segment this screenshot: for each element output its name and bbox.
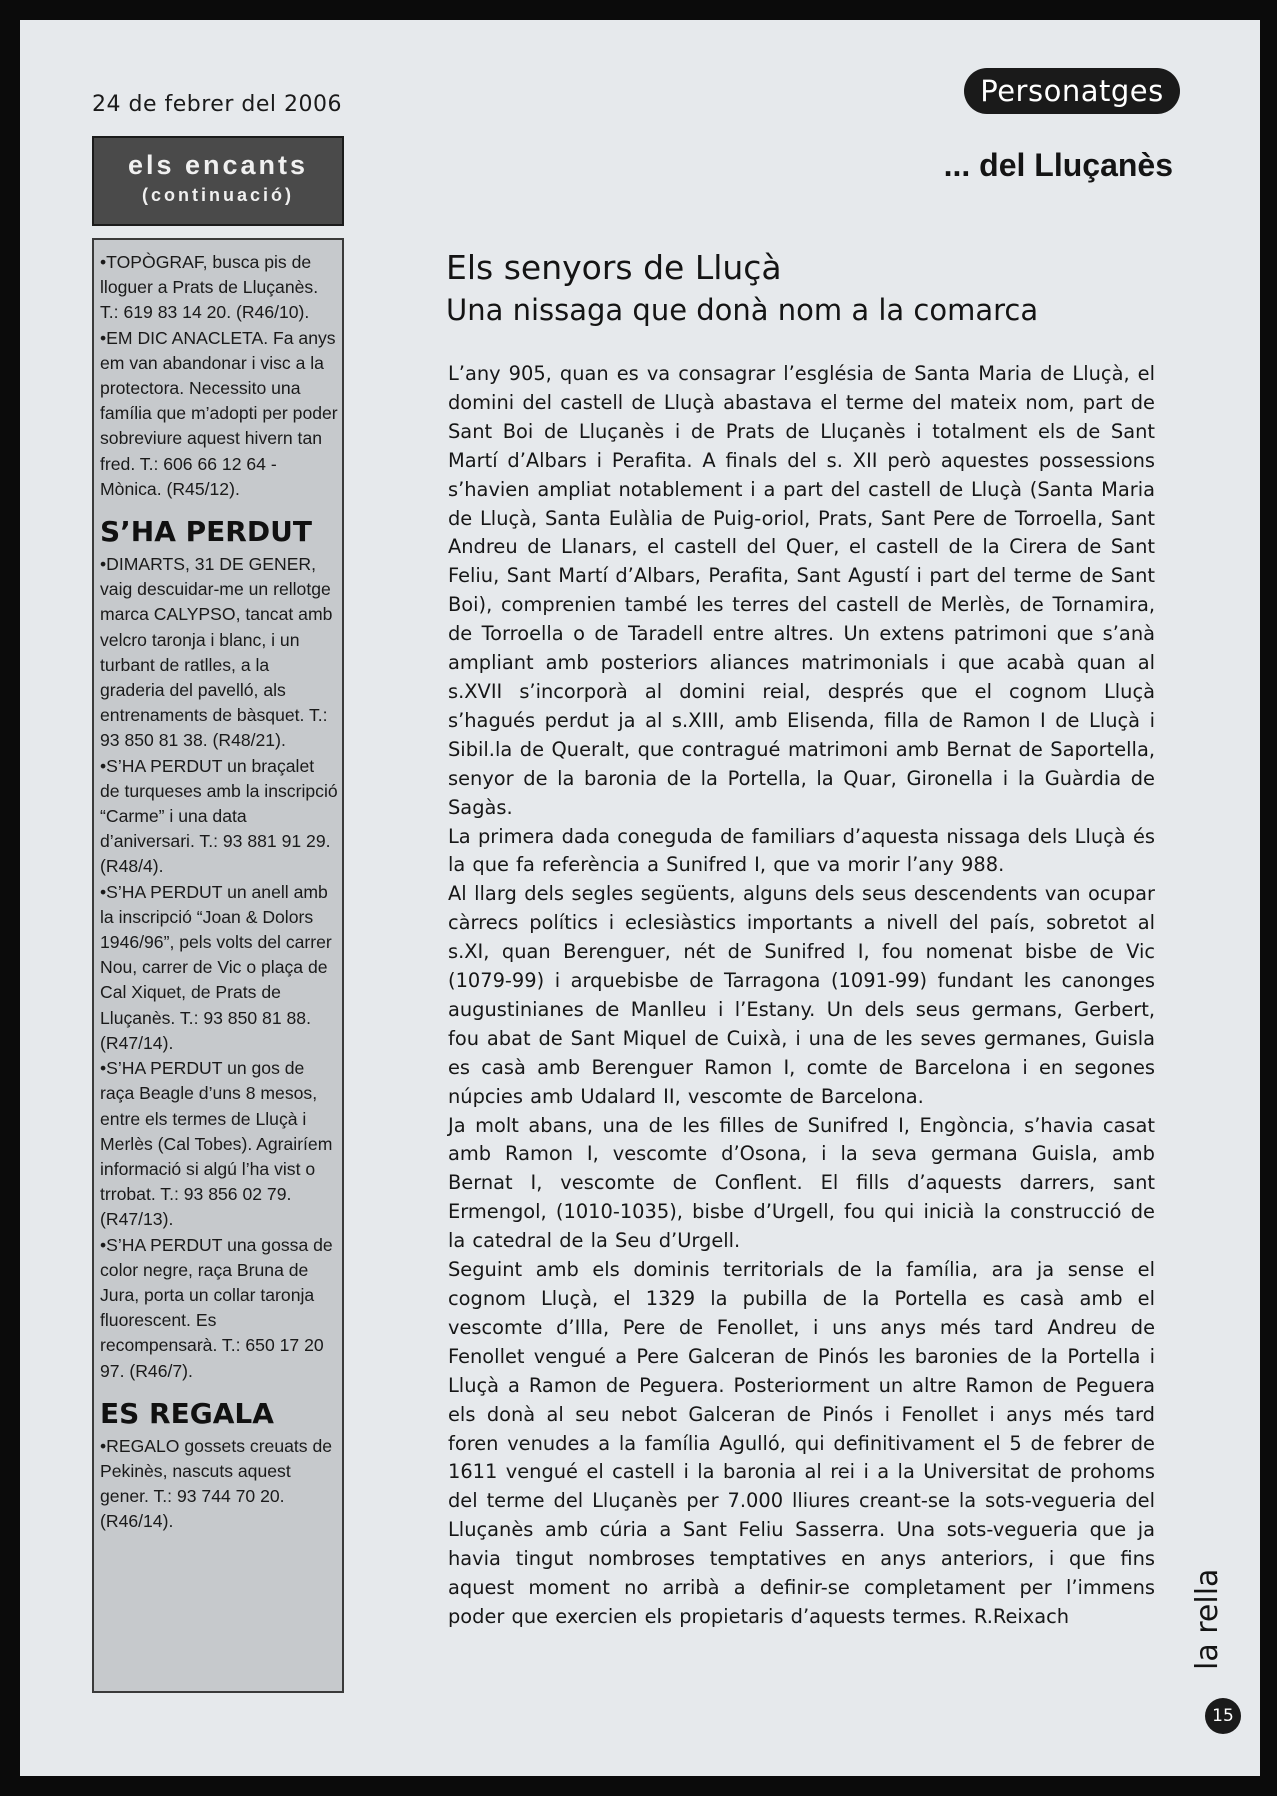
article-paragraph: L’any 905, quan es va consagrar l’església de Santa Maria de Lluçà, el domini del castell de Lluçà abastava el terme del mateix nom, part de Sant Boi de Lluçanès i de Prats de Lluçanès i totalment els de Sant Martí d’Albars i Perafita. A finals del s. XII però aquestes possessions s’havien ampliat notablement i a part del castell de Lluçà (Santa Maria de Lluçà, Santa Eulàlia de Puig-oriol, Prats, Sant Pere de Torroella, Sant Andreu de Llanars, el castell del Quer, el castell de la Cirera de Sant Feliu, Sant Martí d’Albars, Perafita, Sant Agustí i part del terme de Sant Boi), comprenien també les terres del castell de Merlès, de Tornamira, de Torroella o de Taradell entre altres. Un extens patrimoni que s’anà ampliant amb posteriors aliances matrimonials i que acabà quan al s.XVII s’incorporà al domini reial, després que el cognom Lluçà s’hagués perdut ja al s.XIII, amb Elisenda, filla de Ramon I de Lluçà i Sibil.la de Queralt, que contragué matrimoni amb Bernat de Saportella, senyor de la baronia de la Portella, la Quar, Gironella i la Guàrdia de Sagàs. [448,362,1155,819]
article-paragraph: Seguint amb els dominis territorials de la família, ara ja sense el cognom Lluçà, el 1329 la pubilla de la Portella es casà amb el vescomte d’Illa, Pere de Fenollet, i uns anys més tard Andreu de Fenollet vengué a Pere Galceran de Pinós les baronies de la Portella i Lluçà a Ramon de Peguera. Posteriorment un altre Ramon de Peguera els donà al seu nebot Galceran de Pinós i Fenollet i anys més tard foren venudes a la família Agulló, qui definitivament el 5 de febrer de 1611 vengué el castell i la baronia al rei i a la Universitat de prohoms del terme del Lluçanès per 7.000 lliures creant-se la sots-vegueria del Lluçanès amb cúria a Sant Feliu Sasserra. Una sots-vegueria que ja havia tingut nombroses temptatives en anys anteriors, i que fins aquest moment no arribà a definir-se completament per l’immens poder que exercien els propietaris d’aquests termes. R.Reixach [448,1258,1155,1628]
classifieds-title: els encants [127,150,309,180]
gift-ad: •REGALO gossets creuats de Pekinès, nascuts aquest gener. T.: 93 744 70 20. (R46/14). [100,1435,333,1532]
lost-heading: S’HA PERDUT [100,515,312,549]
classifieds-header [92,136,344,226]
classified-ad: •TOPÒGRAF, busca pis de lloguer a Prats de Lluçanès. T.: 619 83 14 20. (R46/10). [100,252,319,323]
article-paragraph: Al llarg dels segles següents, alguns dels seus descendents van ocupar càrrecs polítics i eclesiàstics importants a nivell del país, sobretot al s.XI, quan Berenguer, nét de Sunifred I, fou nomenat bisbe de Vic (1079-99) i arquebisbe de Tarragona (1091-99) fundant les canonges augustinianes de Manlleu i l’Estany. Un dels seus germans, Gerbert, fou abat de Sant Miquel de Cuixà, i una de les seves germanes, Guisla es casà amb Berenguer Ramon I, comte de Barcelona i en segones núpcies amb Udalard II, vescomte de Barcelona. [448,882,1155,1108]
article-subtitle: Una nissaga que donà nom a la comarca [446,293,1039,327]
lost-ad: •S’HA PERDUT un gos de raça Beagle d’uns 8 mesos, entre els termes de Lluçà i Merlès (Cal Tobes). Agrairíem informació si algú l’ha vist o trrobat. T.: 93 856 02 79. (R47/13). [100,1058,333,1230]
article-body [448,360,1155,1632]
issue-date: 24 de febrer del 2006 [92,92,342,117]
lost-ad: •S’HA PERDUT un anell amb la inscripció “Joan & Dolors 1946/96”, pels volts del carrer Nou, carrer de Vic o plaça de Cal Xiquet, de Prats de Lluçanès. T.: 93 850 81 88. (R47/14). [100,881,332,1053]
section-label: Personatges [964,68,1180,114]
lost-ad: •S’HA PERDUT un braçalet de turqueses amb la inscripció “Carme” i una data d’aniversari. T.: 93 881 91 29. (R48/4). [100,755,338,877]
lost-ad: •DIMARTS, 31 DE GENER, vaig descuidar-me un rellotge marca CALYPSO, tancat amb velcro taronja i blanc, i un turbant de ratlles, a la graderia del pavelló, als entrenaments de bàsquet. T.: 93 850 81 38. (R48/21). [100,554,333,751]
page-number: 15 [1205,1698,1241,1734]
classified-ad: •EM DIC ANACLETA. Fa anys em van abandonar i visc a la protectora. Necessito una família que m’adopti per poder sobreviure aquest hivern tan fred. T.: 606 66 12 64 - Mònica. (R45/12). [100,327,338,499]
article-kicker: ... del Lluçanès [943,147,1173,183]
lost-ad: •S’HA PERDUT una gossa de color negre, raça Bruna de Jura, porta un collar taronja fluorescent. Es recompensarà. T.: 650 17 20 97. (R46/7). [100,1234,333,1381]
article-title: Els senyors de Lluçà [446,248,782,287]
article-paragraph: Ja molt abans, una de les filles de Sunifred I, Engòncia, s’havia casat amb Ramon I, vescomte d’Osona, i la seva germana Guisla, amb Bernat I, vescomte de Conflent. El fills d’aquests darrers, sant Ermengol, (1010-1035), bisbe d’Urgell, fou qui inicià la construcció de la catedral de la Seu d’Urgell. [448,1113,1155,1253]
gift-heading: ES REGALA [100,1396,274,1430]
publication-name: la rella [1190,1568,1225,1670]
classifieds-subtitle: (continuació) [142,185,294,205]
classifieds-column [92,238,344,1693]
article-paragraph: La primera dada coneguda de familiars d’aquesta nissaga dels Lluçà és la que fa referència a Sunifred I, que va morir l’any 988. [448,824,1155,877]
